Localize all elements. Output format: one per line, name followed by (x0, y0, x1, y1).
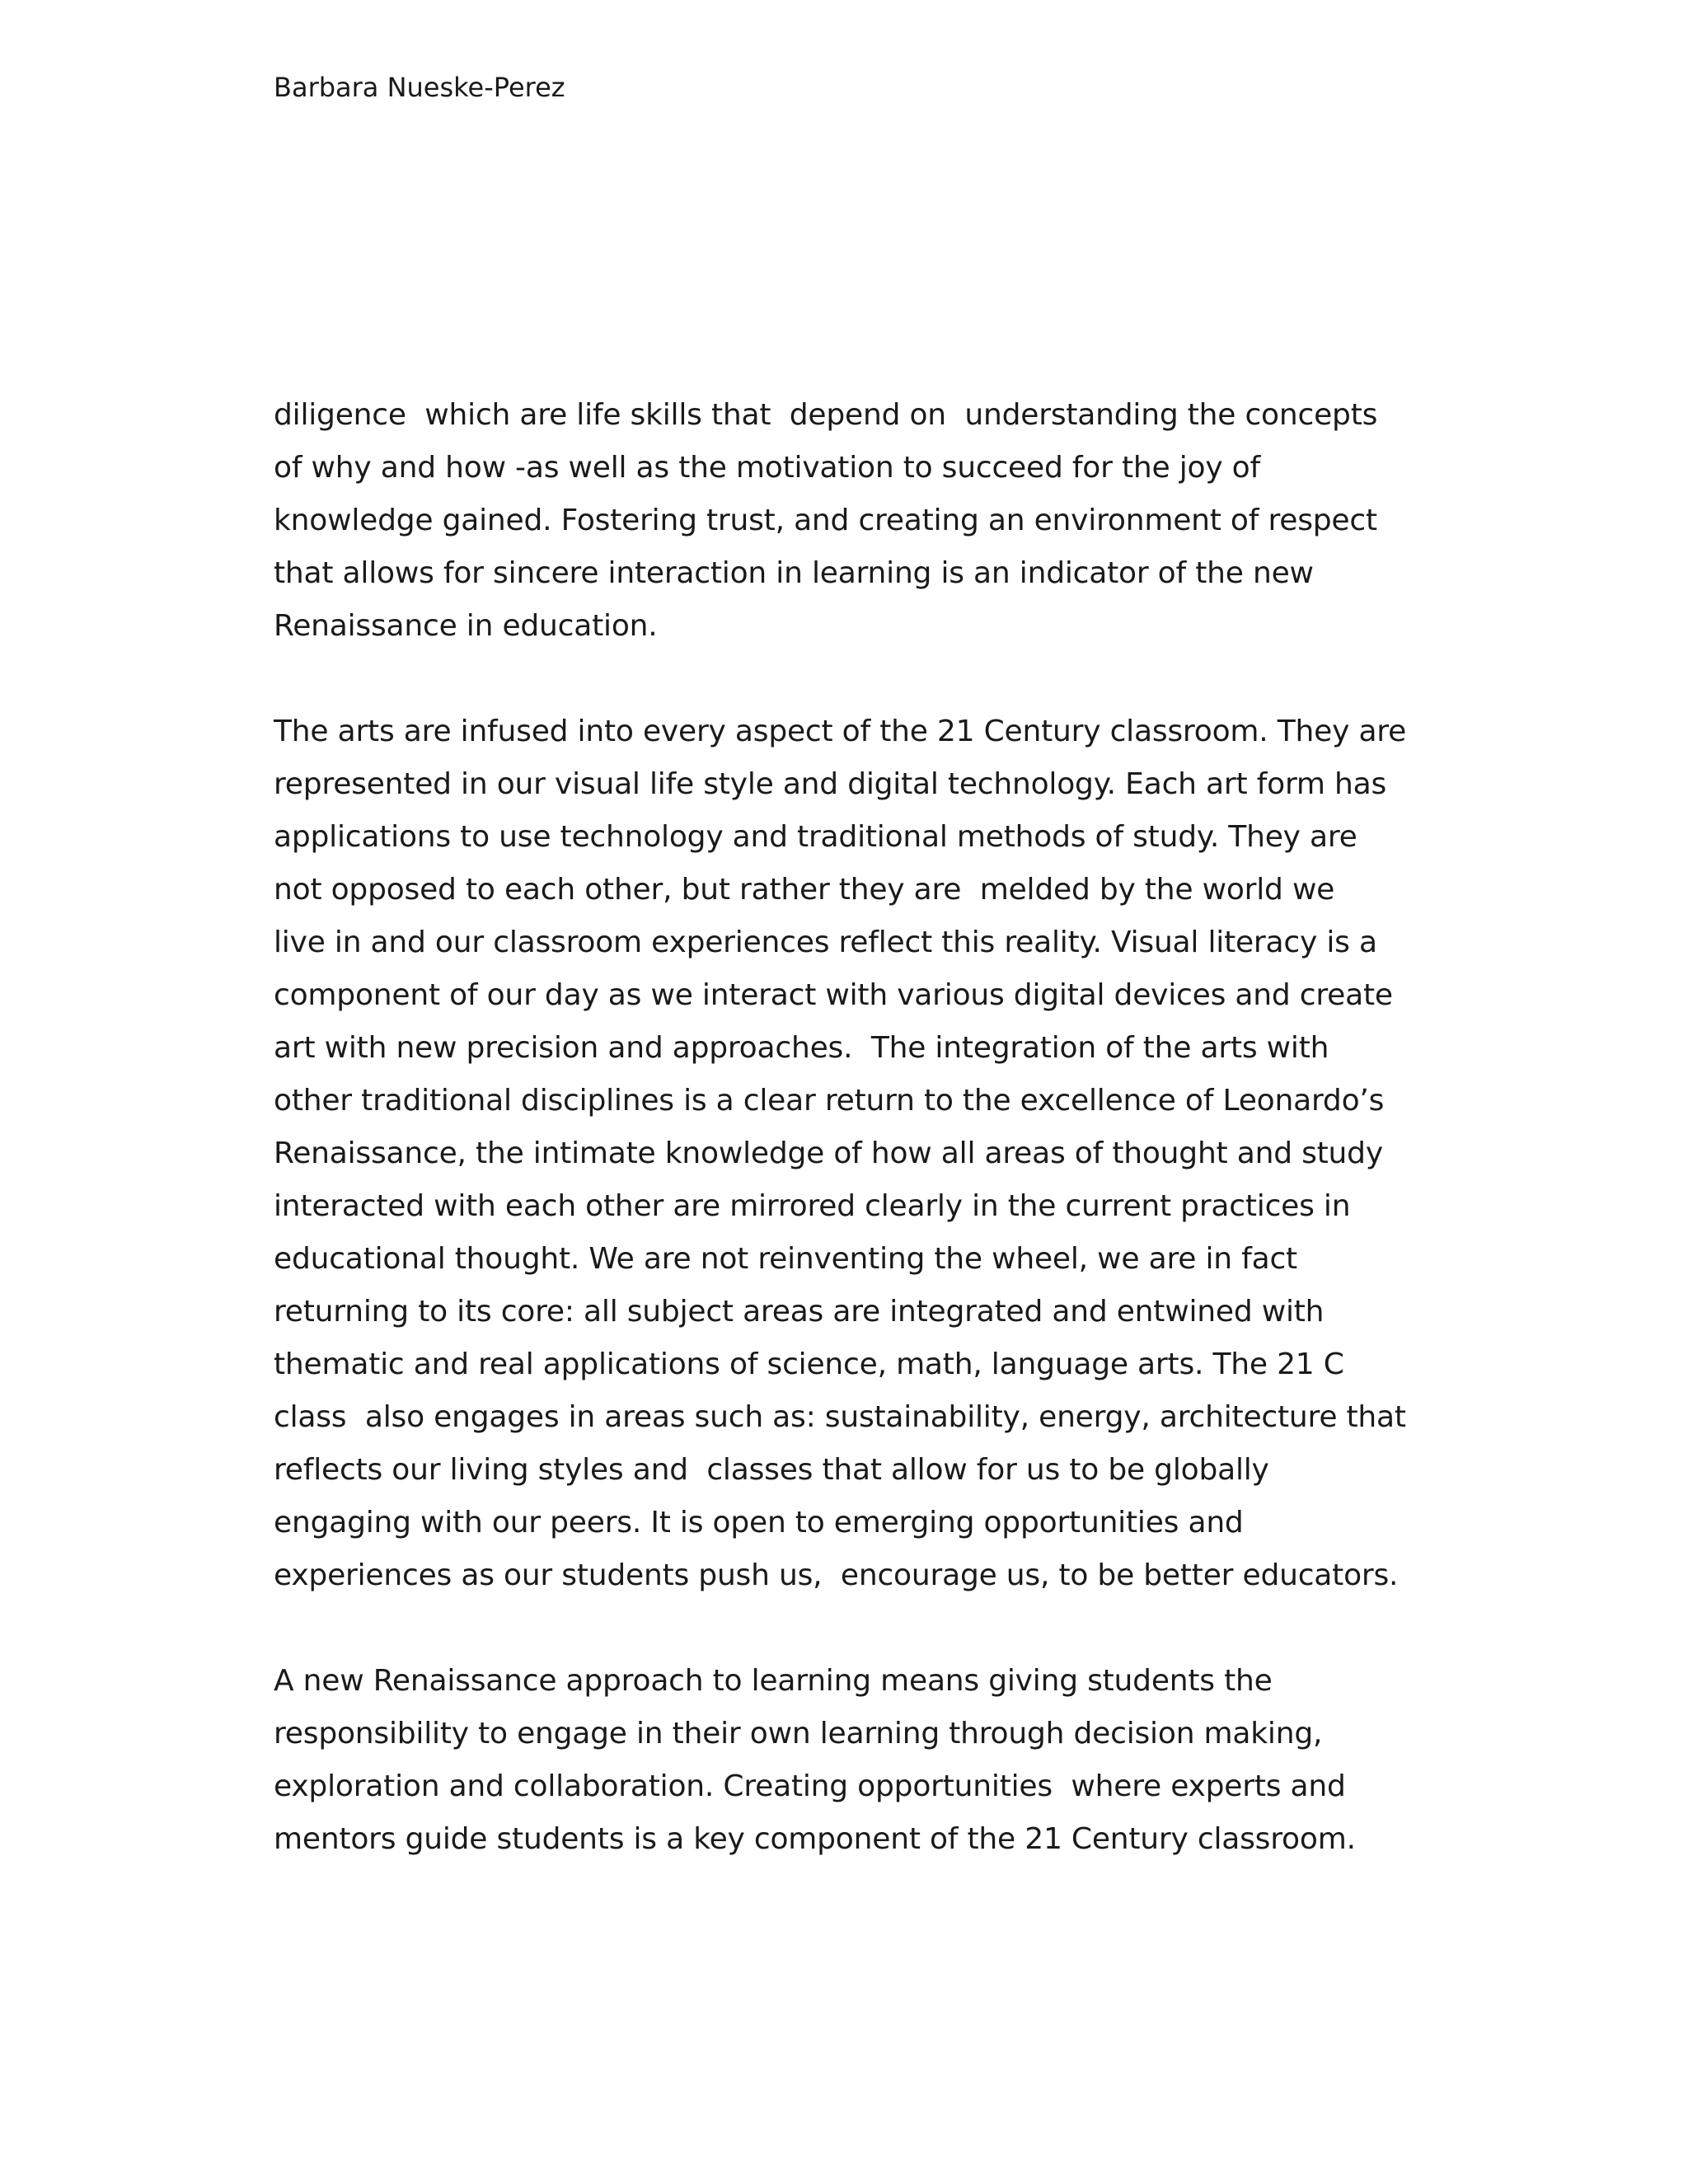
text-line: reflects our living styles and classes that allow for us to be globally (274, 1453, 1269, 1487)
text-line: not opposed to each other, but rather they are melded by the world we (274, 873, 1335, 907)
text-line: A new Renaissance approach to learning means giving students the (274, 1664, 1273, 1698)
text-line: live in and our classroom experiences reflect this reality. Visual literacy is a (274, 926, 1377, 959)
text-line: class also engages in areas such as: sustainability, energy, architecture that (274, 1400, 1406, 1434)
text-line: diligence which are life skills that depend on understanding the concepts (274, 398, 1378, 432)
text-line: Renaissance in education. (274, 609, 658, 643)
text-line: represented in our visual life style and digital technology. Each art form has (274, 767, 1387, 801)
text-line: engaging with our peers. It is open to emerging opportunities and (274, 1506, 1244, 1540)
paragraph-2 (274, 705, 1428, 1602)
body-text (274, 389, 1428, 1919)
text-line: art with new precision and approaches. The integration of the arts with (274, 1031, 1329, 1065)
paragraph-1 (274, 389, 1428, 653)
text-line: Renaissance, the intimate knowledge of how all areas of thought and study (274, 1137, 1383, 1170)
text-line: exploration and collaboration. Creating opportunities where experts and (274, 1769, 1346, 1803)
text-line: interacted with each other are mirrored clearly in the current practices in (274, 1189, 1351, 1223)
text-line: educational thought. We are not reinventing the wheel, we are in fact (274, 1242, 1297, 1276)
text-line: returning to its core: all subject areas are integrated and entwined with (274, 1295, 1325, 1329)
text-line: thematic and real applications of science, math, language arts. The 21 C (274, 1347, 1344, 1381)
text-line: of why and how -as well as the motivation to succeed for the joy of (274, 451, 1260, 485)
paragraph-3 (274, 1655, 1428, 1866)
text-line: mentors guide students is a key component of the 21 Century classroom. (274, 1822, 1356, 1856)
text-line: responsibility to engage in their own learning through decision making, (274, 1717, 1323, 1750)
author-header: Barbara Nueske-Perez (274, 72, 565, 103)
text-line: The arts are infused into every aspect of the 21 Century classroom. They are (274, 715, 1407, 748)
text-line: component of our day as we interact with various digital devices and create (274, 978, 1393, 1012)
text-line: that allows for sincere interaction in learning is an indicator of the new (274, 556, 1314, 590)
text-line: applications to use technology and traditional methods of study. They are (274, 820, 1357, 854)
text-line: knowledge gained. Fostering trust, and creating an environment of respect (274, 504, 1377, 537)
text-line: experiences as our students push us, encourage us, to be better educators. (274, 1558, 1399, 1592)
text-line: other traditional disciplines is a clear return to the excellence of Leonardo’s (274, 1084, 1385, 1118)
